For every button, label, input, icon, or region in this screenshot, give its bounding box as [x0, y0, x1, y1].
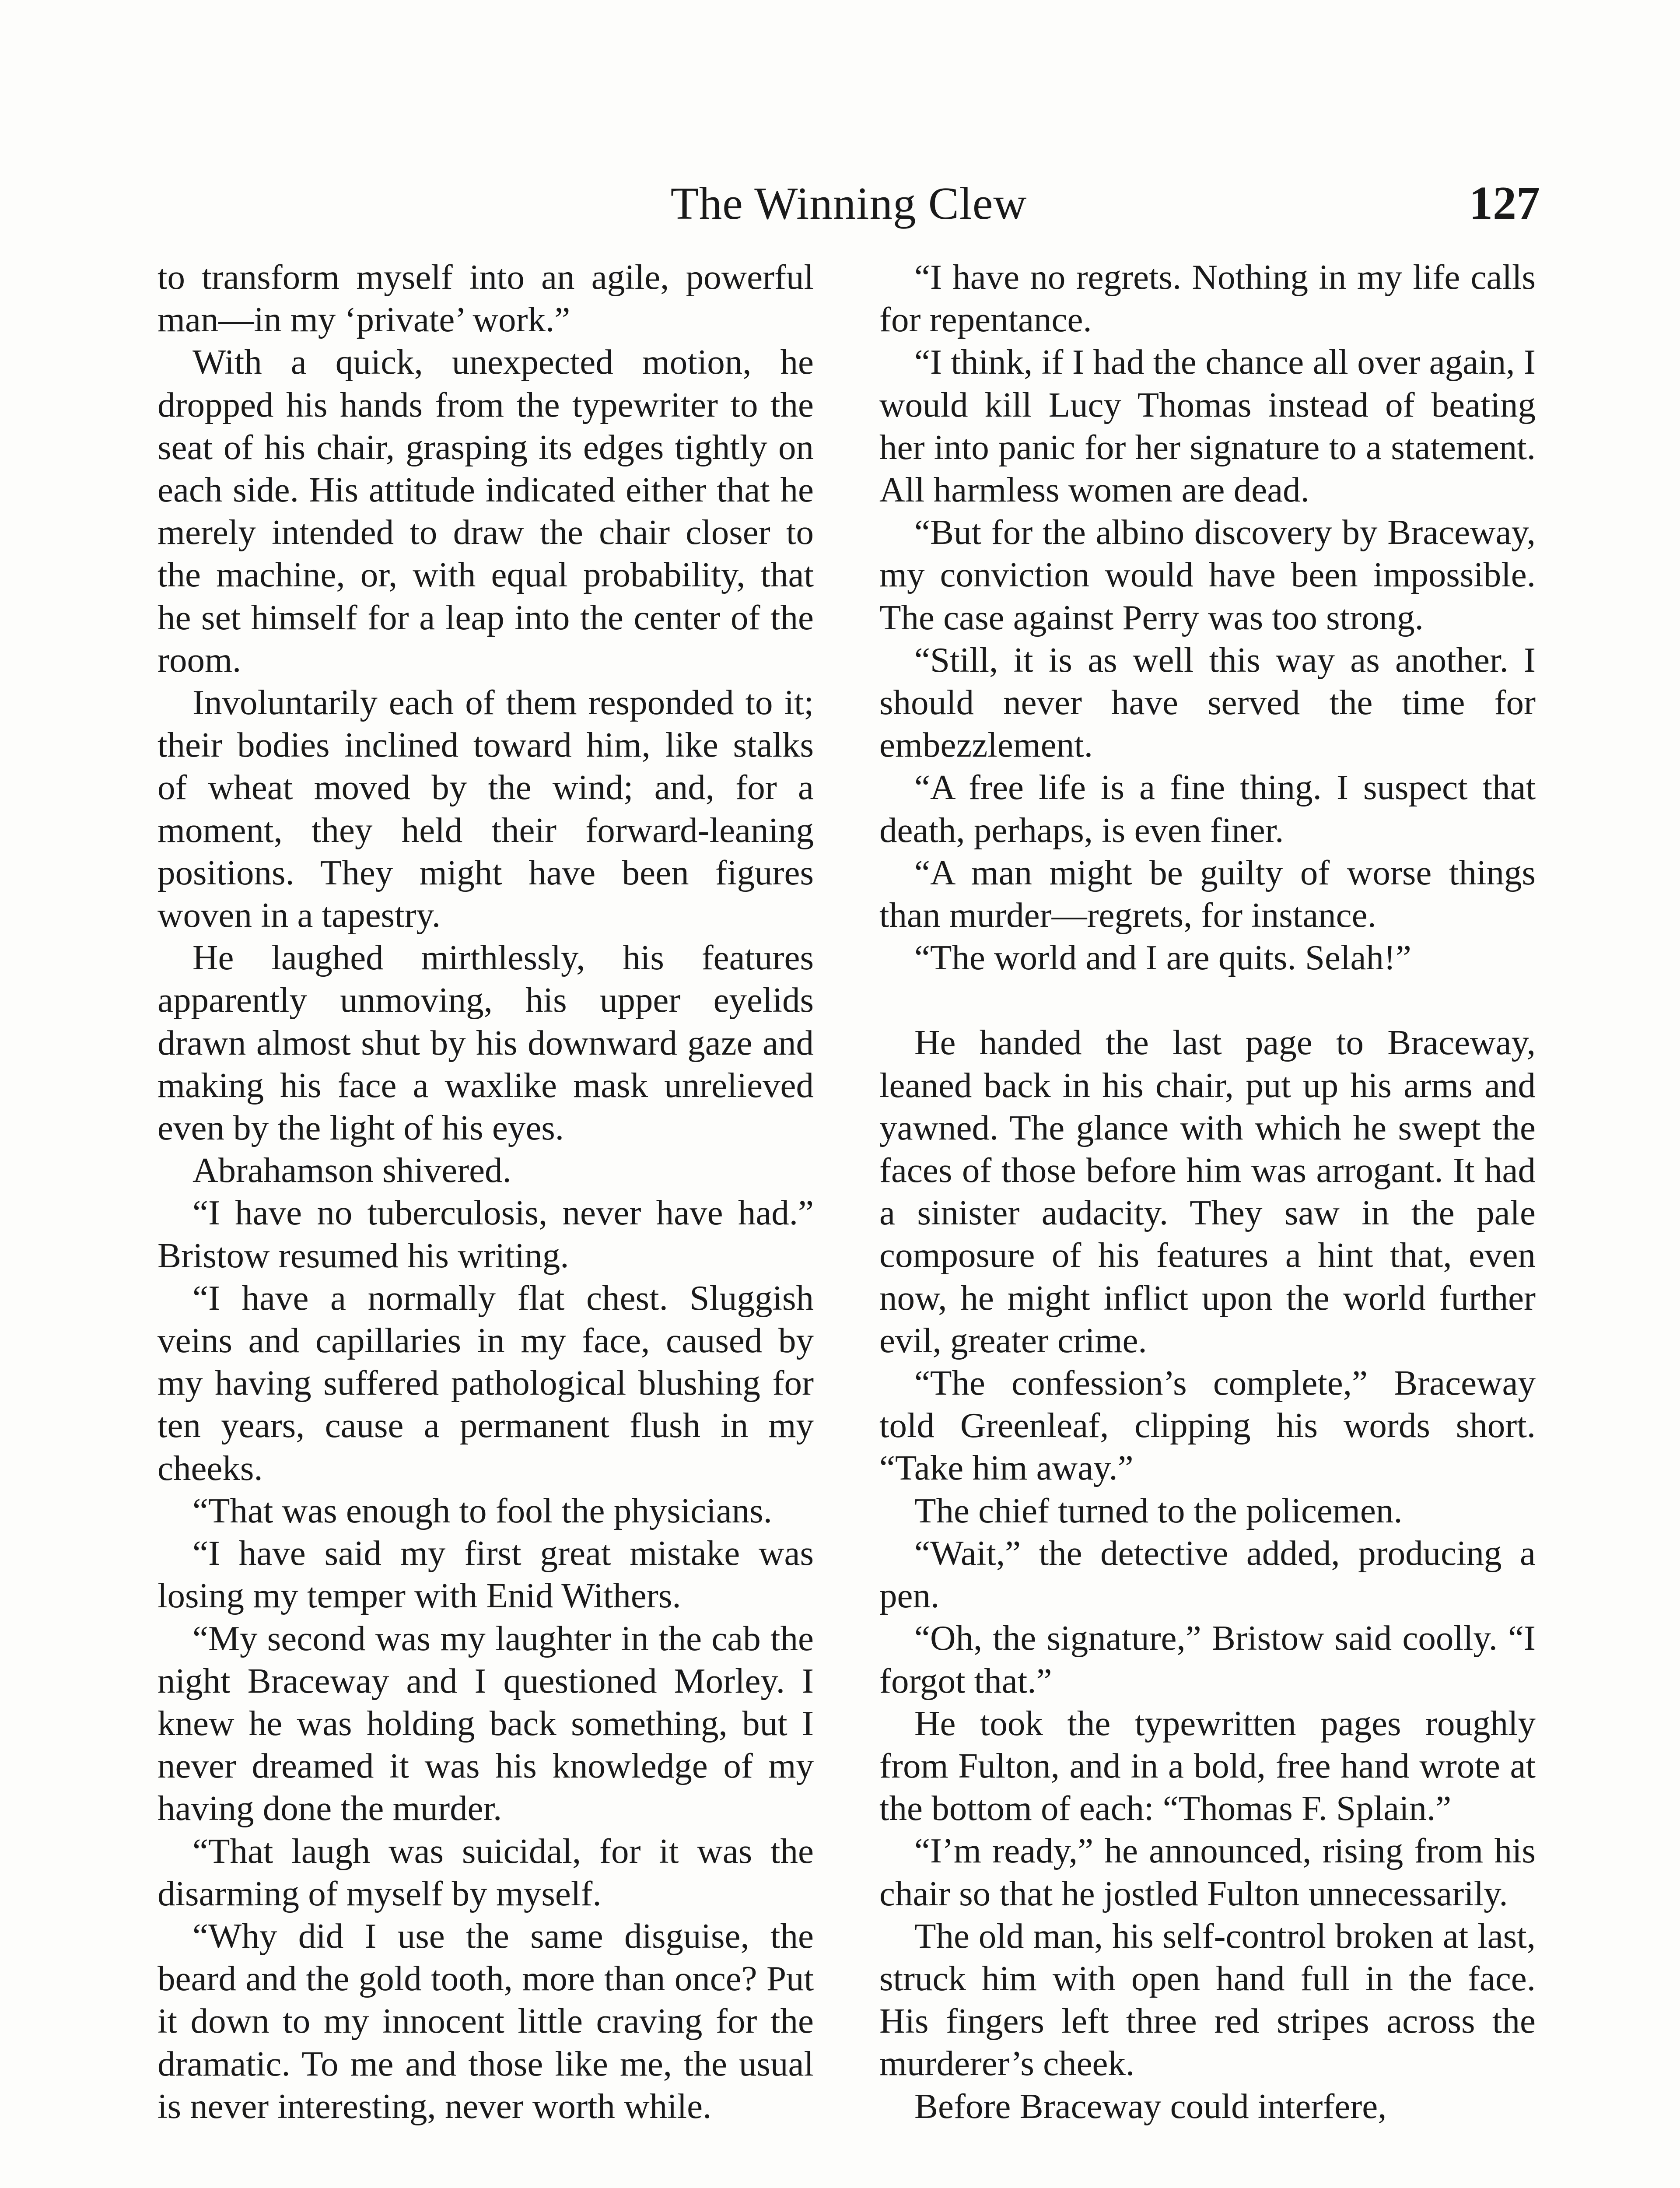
paragraph: With a quick, unexpected motion, he dropped his hands from the typewriter to the seat of his chair, grasping its edges tightly on each side. His attitude indicated either that he merely intended to draw the chair closer to the machine, or, with equal probability, that he set himself for a leap into the center of the room. — [158, 342, 814, 680]
paragraph: “Wait,” the detective added, producing a pen. — [879, 1533, 1536, 1616]
paragraph: “Why did I use the same disguise, the beard and the gold tooth, more than once? Put it down to my innocent little craving for the dramatic. To me and those like me, the usual is never interesting, never worth while. — [158, 1916, 814, 2126]
paragraph: “That was enough to fool the physicians. — [192, 1490, 772, 1530]
paragraph: “I have no tuberculosis, never have had.” Bristow resumed his writing. — [158, 1193, 814, 1275]
paragraph: The chief turned to the policemen. — [914, 1490, 1403, 1530]
paragraph: He took the typewritten pages roughly from Fulton, and in a bold, free hand wrote at the bottom of each: “Thomas F. Splain.” — [879, 1703, 1536, 1828]
page-number: 127 — [1469, 177, 1540, 229]
paragraph: “But for the albino discovery by Braceway, my conviction would have been impossible. The case against Perry was too strong. — [879, 512, 1536, 637]
paragraph: “A free life is a fine thing. I suspect that death, perhaps, is even finer. — [879, 768, 1536, 850]
paragraph: “The world and I are quits. Selah!” — [914, 938, 1411, 978]
paragraph: “Oh, the signature,” Bristow said coolly. “I forgot that.” — [879, 1618, 1536, 1701]
text-column-left — [158, 256, 814, 2128]
paragraph: Involuntarily each of them responded to it; their bodies inclined toward him, like stalks of wheat moved by the wind; and, for a moment, they held their forward-leaning positions. They might have been figures woven in a tapestry. — [158, 683, 814, 935]
paragraph: “I think, if I had the chance all over again, I would kill Lucy Thomas instead of beating her into panic for her signature to a statement. All harmless women are dead. — [879, 342, 1536, 510]
paragraph: “I have no regrets. Nothing in my life calls for repentance. — [879, 257, 1536, 340]
paragraph: “A man might be guilty of worse things than murder—regrets, for instance. — [879, 852, 1536, 935]
running-head — [158, 173, 1540, 234]
paragraph: He handed the last page to Braceway, leaned back in his chair, put up his arms and yawned. The glance with which he swept the faces of those before him was arrogant. It had a sinister audacity. They saw in the pale composure of his features a hint that, even now, he might inflict upon the world further evil, greater crime. — [879, 1023, 1536, 1360]
text-column-right — [879, 256, 1536, 2128]
paragraph: Before Braceway could interfere, — [914, 2086, 1387, 2126]
running-title: The Winning Clew — [670, 178, 1027, 229]
paragraph: “I have a normally flat chest. Sluggish veins and capillaries in my face, caused by my having suffered pathological blushing for ten years, cause a permanent flush in my cheeks. — [158, 1278, 814, 1488]
paragraph: He laughed mirthlessly, his features apparently unmoving, his upper eyelids drawn almost shut by his downward gaze and making his face a waxlike mask unrelieved even by the light of his eyes. — [158, 938, 814, 1148]
paragraph: “The confession’s complete,” Braceway told Greenleaf, clipping his words short. “Take him away.” — [879, 1363, 1536, 1488]
paragraph: “I’m ready,” he announced, rising from his chair so that he jostled Fulton unnecessarily. — [879, 1831, 1536, 1913]
paragraph: “I have said my first great mistake was losing my temper with Enid Withers. — [158, 1533, 814, 1616]
paragraph: “My second was my laughter in the cab the night Braceway and I questioned Morley. I knew he was holding back something, but I never dreamed it was his knowledge of my having done the murder. — [158, 1618, 814, 1828]
paragraph: Abrahamson shivered. — [192, 1150, 511, 1190]
paragraph: to transform myself into an agile, powerful man—in my ‘private’ work.” — [158, 257, 814, 340]
paragraph: “That laugh was suicidal, for it was the disarming of myself by myself. — [158, 1831, 814, 1913]
paragraph: The old man, his self-control broken at last, struck him with open hand full in the face. His fingers left three red stripes across the murderer’s cheek. — [879, 1916, 1536, 2083]
paragraph: “Still, it is as well this way as another. I should never have served the time for embezzlement. — [879, 640, 1536, 765]
